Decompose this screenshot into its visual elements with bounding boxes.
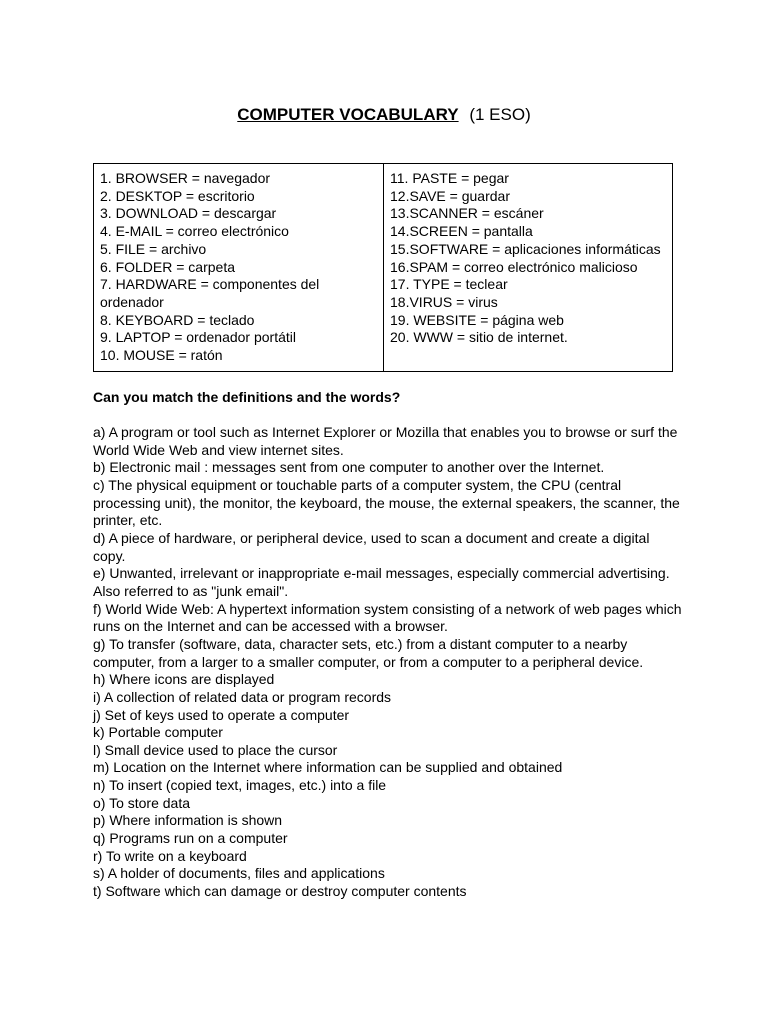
definition-item: r) To write on a keyboard: [93, 847, 247, 864]
title-main: COMPUTER VOCABULARY: [237, 105, 459, 124]
definition-item: s) A holder of documents, files and applications: [93, 865, 385, 882]
vocab-item: 18.VIRUS = virus: [390, 293, 498, 310]
definition-item: i) A collection of related data or program records: [93, 688, 392, 705]
definition-item: h) Where icons are displayed: [93, 671, 275, 688]
title-level: (1 ESO): [469, 105, 531, 124]
vocab-item: 14.SCREEN = pantalla: [390, 223, 533, 240]
definition-item: t) Software which can damage or destroy computer contents: [93, 883, 467, 900]
vocab-item: 5. FILE = archivo: [100, 240, 207, 257]
vocab-item: 20. WWW = sitio de internet.: [390, 329, 568, 346]
definition-item: o) To store data: [93, 794, 191, 811]
vocabulary-column-left: [94, 164, 384, 371]
vocab-item: 4. E-MAIL = correo electrónico: [100, 223, 289, 240]
definition-item: e) Unwanted, irrelevant or inappropriate e-mail messages, especially commercial advertising. Also referred to as "junk email".: [93, 565, 670, 599]
vocabulary-table: [93, 163, 673, 372]
vocab-item: 13.SCANNER = escáner: [390, 205, 544, 222]
definition-item: b) Electronic mail : messages sent from one computer to another over the Internet.: [93, 459, 605, 476]
vocab-item: 1. BROWSER = navegador: [100, 170, 271, 186]
vocab-item: 10. MOUSE = ratón: [100, 347, 223, 364]
vocab-item: 2. DESKTOP = escritorio: [100, 187, 255, 204]
vocab-item: 17. TYPE = teclear: [390, 276, 508, 293]
page-title: [0, 104, 768, 126]
vocab-item: 15.SOFTWARE = aplicaciones informáticas: [390, 240, 661, 257]
definition-item: q) Programs run on a computer: [93, 830, 288, 847]
definition-item: a) A program or tool such as Internet Explorer or Mozilla that enables you to browse or surf the World Wide Web and view internet sites.: [93, 424, 678, 458]
definition-item: n) To insert (copied text, images, etc.) into a file: [93, 777, 387, 794]
definition-item: j) Set of keys used to operate a computer: [93, 706, 350, 723]
definitions-list: [93, 424, 683, 901]
vocab-item: 16.SPAM = correo electrónico malicioso: [390, 258, 638, 275]
definition-item: g) To transfer (software, data, character sets, etc.) from a distant computer to a nearby computer, from a larger to a smaller computer, or from a computer to a peripheral device.: [93, 635, 644, 670]
definition-item: d) A piece of hardware, or peripheral device, used to scan a document and create a digital copy.: [93, 529, 650, 564]
definition-item: k) Portable computer: [93, 724, 223, 741]
definition-item: m) Location on the Internet where information can be supplied and obtained: [93, 759, 563, 776]
vocab-item: 3. DOWNLOAD = descargar: [100, 205, 277, 222]
definition-item: p) Where information is shown: [93, 812, 283, 829]
definition-item: c) The physical equipment or touchable parts of a computer system, the CPU (central processing unit), the monitor, the keyboard, the mouse, the external speakers, the scanner, the printer, etc.: [93, 476, 680, 529]
vocab-item: 9. LAPTOP = ordenador portátil: [100, 329, 296, 346]
vocab-item: 12.SAVE = guardar: [390, 187, 510, 204]
exercise-question: Can you match the definitions and the words?: [93, 389, 401, 405]
definition-item: f) World Wide Web: A hypertext information system consisting of a network of web pages which runs on the Internet and can be accessed with a browser.: [93, 600, 682, 635]
vocab-item: 6. FOLDER = carpeta: [100, 258, 236, 275]
vocab-item: 11. PASTE = pegar: [390, 170, 509, 186]
vocab-item: 19. WEBSITE = página web: [390, 311, 564, 328]
vocab-item: 8. KEYBOARD = teclado: [100, 311, 255, 328]
vocabulary-column-right: [384, 164, 672, 371]
definition-item: l) Small device used to place the cursor: [93, 741, 338, 758]
vocab-item: 7. HARDWARE = componentes del ordenador: [100, 276, 320, 310]
